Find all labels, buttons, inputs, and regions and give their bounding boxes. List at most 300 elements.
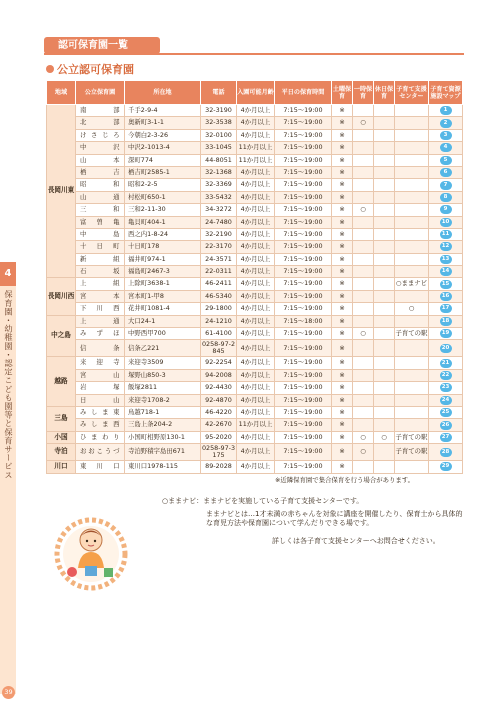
address: 来迎寺1708-2 <box>125 394 201 406</box>
holiday-care <box>374 444 395 461</box>
address: 今朝白2-3-26 <box>125 129 201 141</box>
admission-age: 11か月以上 <box>237 142 275 154</box>
daycare-name: 中島 <box>76 228 125 240</box>
daycare-name: 日山 <box>76 394 125 406</box>
saturday-care: ※ <box>332 253 353 265</box>
admission-age: 4か月以上 <box>237 340 275 357</box>
temporary-care <box>353 241 374 253</box>
weekday-hours: 7:15～19:00 <box>275 431 332 443</box>
address: 花井町1081-4 <box>125 303 201 315</box>
map-number-badge: 6 <box>440 168 452 177</box>
address: 福島町2467-3 <box>125 266 201 278</box>
support-center <box>395 394 429 406</box>
support-center <box>395 266 429 278</box>
temporary-care <box>353 154 374 166</box>
saturday-care: ※ <box>332 166 353 178</box>
weekday-hours: 7:15～19:00 <box>275 444 332 461</box>
map-number-badge: 9 <box>440 205 452 214</box>
weekday-hours: 7:15～19:00 <box>275 241 332 253</box>
weekday-hours: 7:15～19:00 <box>275 357 332 369</box>
temporary-care <box>353 382 374 394</box>
weekday-hours: 7:15～19:00 <box>275 266 332 278</box>
table-row <box>47 228 463 240</box>
table-row <box>47 166 463 178</box>
address: 大口24-1 <box>125 315 201 327</box>
column-header: 所在地 <box>125 81 201 105</box>
temporary-care <box>353 278 374 290</box>
table-row <box>47 204 463 216</box>
address: 塚野山850-3 <box>125 369 201 381</box>
map-number-badge: 14 <box>440 267 452 276</box>
saturday-care: ※ <box>332 369 353 381</box>
admission-age: 4か月以上 <box>237 129 275 141</box>
map-number <box>429 241 463 253</box>
admission-age: 4か月以上 <box>237 357 275 369</box>
phone: 0258-97-2845 <box>201 340 236 356</box>
map-number <box>429 154 463 166</box>
phone: 46-5340 <box>201 290 237 302</box>
table-row <box>47 266 463 278</box>
address: 来迎寺3509 <box>125 357 201 369</box>
address: 三和2-11-30 <box>125 204 201 216</box>
saturday-care: ※ <box>332 431 353 443</box>
holiday-care <box>374 369 395 381</box>
phone: 24-7480 <box>201 216 237 228</box>
support-center <box>395 129 429 141</box>
address: 鳥越718-1 <box>125 406 201 418</box>
column-header: 土曜保育 <box>332 81 353 105</box>
table-row <box>47 419 463 431</box>
table-row <box>47 154 463 166</box>
support-center <box>395 406 429 418</box>
support-center: 子育ての駅 <box>395 328 429 340</box>
subsection-title <box>46 63 134 77</box>
column-header: 電話 <box>201 81 237 105</box>
phone: 33-1045 <box>201 142 237 154</box>
phone: 92-4430 <box>201 382 237 394</box>
admission-age: 4か月以上 <box>237 179 275 191</box>
table-row <box>47 241 463 253</box>
support-center <box>395 204 429 216</box>
holiday-care <box>374 191 395 203</box>
table-row <box>47 431 463 443</box>
map-number-badge: 26 <box>440 421 452 430</box>
address: 栖吉町2585-1 <box>125 166 201 178</box>
temporary-care <box>353 191 374 203</box>
admission-age: 4か月以上 <box>237 290 275 302</box>
admission-age: 11か月以上 <box>237 154 275 166</box>
support-center <box>395 228 429 240</box>
phone: 44-8051 <box>201 154 237 166</box>
temporary-care <box>353 340 374 357</box>
map-number-badge: 28 <box>440 448 452 457</box>
phone: 95-2020 <box>201 431 237 443</box>
support-center <box>395 340 429 357</box>
map-number-badge: 27 <box>440 433 452 442</box>
daycare-name: 来迎寺 <box>76 357 125 369</box>
map-number-badge: 5 <box>440 156 452 165</box>
table-row <box>47 315 463 327</box>
support-center <box>395 216 429 228</box>
admission-age: 11か月以上 <box>237 419 275 431</box>
weekday-hours: 7:15～19:00 <box>275 216 332 228</box>
table-row <box>47 117 463 129</box>
map-number-badge: 23 <box>440 383 452 392</box>
section-title: 認可保育園一覧 <box>44 37 160 54</box>
admission-age: 4か月以上 <box>237 266 275 278</box>
saturday-care: ※ <box>332 191 353 203</box>
table-row <box>47 290 463 302</box>
map-number <box>429 117 463 129</box>
table-row <box>47 142 463 154</box>
column-header: 平日の保育時間 <box>275 81 332 105</box>
admission-age: 4か月以上 <box>237 216 275 228</box>
weekday-hours: 7:15～19:00 <box>275 278 332 290</box>
weekday-hours: 7:15～19:00 <box>275 419 332 431</box>
map-number-badge: 11 <box>440 230 452 239</box>
phone: 29-1800 <box>201 303 237 315</box>
table-row <box>47 191 463 203</box>
phone: 22-0311 <box>201 266 237 278</box>
weekday-hours: 7:15～19:00 <box>275 191 332 203</box>
temporary-care <box>353 315 374 327</box>
temporary-care <box>353 179 374 191</box>
table-row <box>47 394 463 406</box>
phone: 46-4220 <box>201 406 237 418</box>
address: 寺泊野積字島田671 <box>125 444 201 461</box>
map-number-badge: 3 <box>440 131 452 140</box>
temporary-care <box>353 369 374 381</box>
map-number-badge: 18 <box>440 317 452 326</box>
column-header: 公立保育園 <box>76 81 125 105</box>
support-center <box>395 241 429 253</box>
daycare-name: 南部 <box>76 105 125 117</box>
area-cell: 川口 <box>47 461 76 473</box>
admission-age: 4か月以上 <box>237 241 275 253</box>
address: 上除町3638-1 <box>125 278 201 290</box>
area-cell: 三島 <box>47 406 76 431</box>
phone: 32-3190 <box>201 105 237 117</box>
section-rule <box>44 53 464 55</box>
table-row <box>47 303 463 315</box>
admission-age: 4か月以上 <box>237 382 275 394</box>
saturday-care: ※ <box>332 444 353 461</box>
daycare-name: 信条 <box>76 340 125 357</box>
map-number-badge: 4 <box>440 143 452 152</box>
weekday-hours: 7:15～19:00 <box>275 129 332 141</box>
admission-age: 4か月以上 <box>237 461 275 473</box>
support-center <box>395 117 429 129</box>
daycare-name: 下川西 <box>76 303 125 315</box>
support-center <box>395 166 429 178</box>
saturday-care: ※ <box>332 216 353 228</box>
map-number-badge: 25 <box>440 408 452 417</box>
table-row <box>47 357 463 369</box>
admission-age: 4か月以上 <box>237 105 275 117</box>
table-row <box>47 444 463 461</box>
map-number <box>429 431 463 443</box>
daycare-name: 石坂 <box>76 266 125 278</box>
temporary-care: ○ <box>353 117 374 129</box>
area-cell: 長岡川西 <box>47 278 76 315</box>
address: 三島上条204-2 <box>125 419 201 431</box>
support-center <box>395 382 429 394</box>
daycare-name: 富曽亀 <box>76 216 125 228</box>
phone: 33-5432 <box>201 191 237 203</box>
map-number <box>429 266 463 278</box>
weekday-hours: 7:15～19:00 <box>275 328 332 340</box>
support-center <box>395 142 429 154</box>
holiday-care <box>374 179 395 191</box>
daycare-name: 山本 <box>76 154 125 166</box>
phone: 0258-97-3175 <box>201 443 236 460</box>
support-center <box>395 253 429 265</box>
saturday-care: ※ <box>332 419 353 431</box>
map-number-badge: 19 <box>440 329 452 338</box>
address: 中野西甲700 <box>125 328 201 340</box>
area-cell: 小国 <box>47 431 76 443</box>
table-row <box>47 179 463 191</box>
map-number <box>429 394 463 406</box>
map-number <box>429 179 463 191</box>
weekday-hours: 7:15～19:00 <box>275 406 332 418</box>
support-center <box>395 461 429 473</box>
saturday-care: ※ <box>332 328 353 340</box>
temporary-care <box>353 266 374 278</box>
map-number-badge: 15 <box>440 280 452 289</box>
area-cell: 寺泊 <box>47 444 76 461</box>
table-row <box>47 253 463 265</box>
table-row <box>47 328 463 340</box>
note-mamanavi: ○ままナビ：ままナビを実施している子育て支援センターです。 <box>162 497 364 505</box>
holiday-care <box>374 303 395 315</box>
address: 千手2-9-4 <box>125 105 201 117</box>
phone: 24-3571 <box>201 253 237 265</box>
weekday-hours: 7:15～19:00 <box>275 340 332 357</box>
map-number-badge: 20 <box>440 344 452 353</box>
saturday-care: ※ <box>332 315 353 327</box>
map-number <box>429 290 463 302</box>
weekday-hours: 7:15～18:00 <box>275 315 332 327</box>
weekday-hours: 7:15～19:00 <box>275 204 332 216</box>
temporary-care: ○ <box>353 431 374 443</box>
weekday-hours: 7:15～19:00 <box>275 253 332 265</box>
phone: 89-2028 <box>201 461 237 473</box>
holiday-care <box>374 357 395 369</box>
subsection-title-text: 公立認可保育園 <box>57 63 134 76</box>
map-number <box>429 315 463 327</box>
holiday-care <box>374 394 395 406</box>
map-number <box>429 444 463 461</box>
holiday-care <box>374 105 395 117</box>
area-cell: 越路 <box>47 357 76 407</box>
holiday-care <box>374 406 395 418</box>
holiday-care <box>374 253 395 265</box>
phone: 24-1210 <box>201 315 237 327</box>
address: 十日町178 <box>125 241 201 253</box>
daycare-name: おおこうづ <box>76 444 125 461</box>
note-mamanavi-detail: ままナビとは…1才未満の赤ちゃんを対象に講座を開催したり、保育士から具体的な育児方法や保育園について学んだりできる場です。 <box>206 510 463 527</box>
address: 中沢2-1013-4 <box>125 142 201 154</box>
holiday-care <box>374 290 395 302</box>
holiday-care <box>374 419 395 431</box>
saturday-care: ※ <box>332 394 353 406</box>
daycare-table <box>46 80 463 474</box>
admission-age: 4か月以上 <box>237 369 275 381</box>
address: 小国町相野原130-1 <box>125 431 201 443</box>
saturday-care: ※ <box>332 105 353 117</box>
saturday-care: ※ <box>332 204 353 216</box>
daycare-name: 上組 <box>76 278 125 290</box>
daycare-name: 岩塚 <box>76 382 125 394</box>
daycare-name: けさじろ <box>76 129 125 141</box>
admission-age: 4か月以上 <box>237 394 275 406</box>
map-number <box>429 204 463 216</box>
daycare-name: みしま東 <box>76 406 125 418</box>
saturday-care: ※ <box>332 290 353 302</box>
phone: 92-2254 <box>201 357 237 369</box>
table-body <box>47 105 463 474</box>
weekday-hours: 7:15～19:00 <box>275 394 332 406</box>
address: 宮本町1-甲8 <box>125 290 201 302</box>
saturday-care: ※ <box>332 241 353 253</box>
column-header: 入園可能月齢 <box>237 81 275 105</box>
map-number-badge: 13 <box>440 255 452 264</box>
area-cell: 長岡川東 <box>47 105 76 278</box>
saturday-care: ※ <box>332 129 353 141</box>
temporary-care <box>353 419 374 431</box>
holiday-care <box>374 166 395 178</box>
temporary-care <box>353 228 374 240</box>
map-number <box>429 406 463 418</box>
phone: 34-3272 <box>201 204 237 216</box>
map-number-badge: 29 <box>440 462 452 471</box>
support-center <box>395 105 429 117</box>
support-center <box>395 419 429 431</box>
map-number-badge: 1 <box>440 106 452 115</box>
phone: 46-2411 <box>201 278 237 290</box>
phone: 32-3369 <box>201 179 237 191</box>
map-number-badge: 12 <box>440 242 452 251</box>
admission-age: 4か月以上 <box>237 204 275 216</box>
child-illustration-icon <box>52 510 130 592</box>
map-number <box>429 253 463 265</box>
phone: 22-3170 <box>201 241 237 253</box>
saturday-care: ※ <box>332 382 353 394</box>
map-number-badge: 17 <box>440 304 452 313</box>
column-header: 地域 <box>47 81 76 105</box>
holiday-care <box>374 142 395 154</box>
map-number <box>429 357 463 369</box>
column-header: 子育て資源施設マップ <box>429 81 463 105</box>
weekday-hours: 7:15～19:00 <box>275 369 332 381</box>
saturday-care: ※ <box>332 179 353 191</box>
address: 信条乙221 <box>125 340 201 357</box>
weekday-hours: 7:15～19:00 <box>275 166 332 178</box>
holiday-care <box>374 216 395 228</box>
note-inquiry: 詳しくは各子育て支援センターへお問合せください。 <box>272 537 440 545</box>
weekday-hours: 7:15～19:00 <box>275 303 332 315</box>
holiday-care <box>374 117 395 129</box>
map-number <box>429 105 463 117</box>
support-center <box>395 179 429 191</box>
area-cell: 中之島 <box>47 315 76 357</box>
column-header: 子育て支援センター <box>395 81 429 105</box>
support-center: 子育ての駅 <box>395 444 429 461</box>
address: 深町774 <box>125 154 201 166</box>
saturday-care: ※ <box>332 142 353 154</box>
temporary-care <box>353 216 374 228</box>
saturday-care: ※ <box>332 266 353 278</box>
admission-age: 4か月以上 <box>237 328 275 340</box>
weekday-hours: 7:15～19:00 <box>275 117 332 129</box>
daycare-name: 中沢 <box>76 142 125 154</box>
daycare-name: 東川口 <box>76 461 125 473</box>
weekday-hours: 7:15～19:00 <box>275 382 332 394</box>
saturday-care: ※ <box>332 154 353 166</box>
saturday-care: ※ <box>332 461 353 473</box>
holiday-care <box>374 228 395 240</box>
map-number-badge: 24 <box>440 396 452 405</box>
support-center <box>395 315 429 327</box>
daycare-name: 上通 <box>76 315 125 327</box>
table-row <box>47 129 463 141</box>
daycare-name: ひまわり <box>76 431 125 443</box>
address: 昭和2-2-5 <box>125 179 201 191</box>
support-center: ○ <box>395 303 429 315</box>
map-number <box>429 328 463 340</box>
temporary-care: ○ <box>353 444 374 461</box>
temporary-care: ○ <box>353 328 374 340</box>
map-number <box>429 340 463 357</box>
chapter-tab: 4 <box>0 262 16 286</box>
support-center <box>395 191 429 203</box>
table-row <box>47 340 463 357</box>
daycare-name: 三和 <box>76 204 125 216</box>
map-number-badge: 8 <box>440 193 452 202</box>
temporary-care <box>353 166 374 178</box>
table-row <box>47 406 463 418</box>
holiday-care <box>374 340 395 357</box>
table-row <box>47 105 463 117</box>
phone: 94-2008 <box>201 369 237 381</box>
map-number-badge: 10 <box>440 218 452 227</box>
admission-age: 4か月以上 <box>237 253 275 265</box>
temporary-care <box>353 105 374 117</box>
support-center <box>395 357 429 369</box>
admission-age: 4か月以上 <box>237 431 275 443</box>
table-row <box>47 382 463 394</box>
holiday-care <box>374 315 395 327</box>
address: 福井町974-1 <box>125 253 201 265</box>
map-number-badge: 16 <box>440 292 452 301</box>
admission-age: 4か月以上 <box>237 191 275 203</box>
map-number-badge: 22 <box>440 371 452 380</box>
admission-age: 4か月以上 <box>237 406 275 418</box>
page-number: 39 <box>2 686 15 699</box>
address: 奥新町3-1-1 <box>125 117 201 129</box>
weekday-hours: 7:15～19:00 <box>275 105 332 117</box>
weekday-hours: 7:15～19:00 <box>275 179 332 191</box>
phone: 32-1368 <box>201 166 237 178</box>
temporary-care <box>353 253 374 265</box>
holiday-care <box>374 241 395 253</box>
weekday-hours: 7:15～19:00 <box>275 228 332 240</box>
temporary-care <box>353 394 374 406</box>
daycare-name: 十日町 <box>76 241 125 253</box>
phone: 42-2670 <box>201 419 237 431</box>
bullet-icon <box>46 65 54 73</box>
